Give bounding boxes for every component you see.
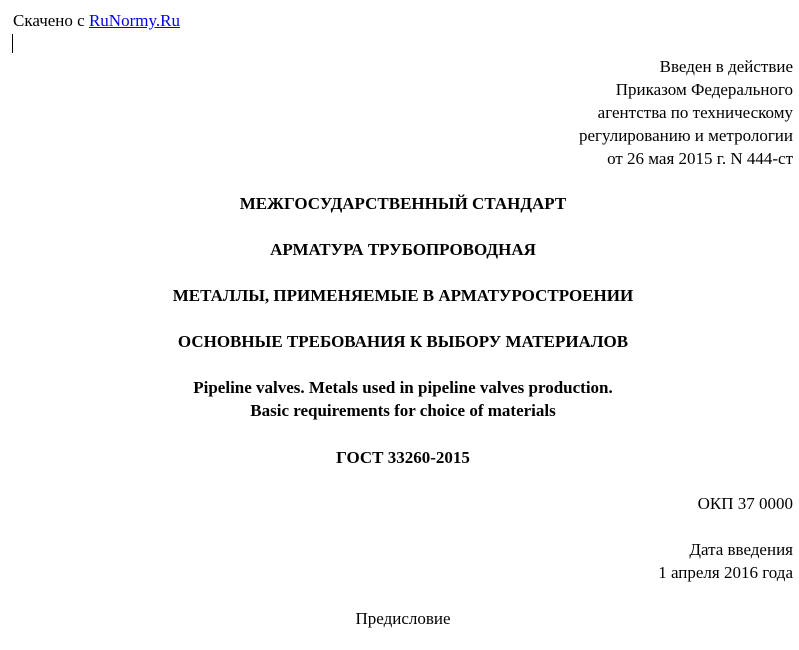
- topic-heading: МЕТАЛЛЫ, ПРИМЕНЯЕМЫЕ В АРМАТУРОСТРОЕНИИ: [172, 286, 634, 305]
- subject-heading: АРМАТУРА ТРУБОПРОВОДНАЯ: [270, 240, 536, 259]
- introduction-date-value: 1 апреля 2016 года: [658, 563, 793, 582]
- introduction-date-label: Дата введения: [689, 540, 793, 559]
- english-title: [0, 376, 799, 422]
- standard-type-heading: МЕЖГОСУДАРСТВЕННЫЙ СТАНДАРТ: [239, 194, 567, 213]
- foreword-heading: Предисловие: [355, 609, 451, 628]
- enactment-line: от 26 мая 2015 г. N 444-ст: [607, 149, 793, 168]
- okp-code: ОКП 37 0000: [697, 494, 793, 513]
- enactment-block: [579, 55, 793, 170]
- source-link[interactable]: RuNormy.Ru: [88, 11, 180, 30]
- enactment-line: регулированию и метрологии: [578, 126, 793, 145]
- gost-number: ГОСТ 33260-2015: [336, 448, 470, 467]
- english-title-line: Basic requirements for choice of materials: [250, 401, 556, 420]
- enactment-line: Введен в действие: [659, 57, 793, 76]
- introduction-date-block: [658, 538, 793, 584]
- subtopic-heading: ОСНОВНЫЕ ТРЕБОВАНИЯ К ВЫБОРУ МАТЕРИАЛОВ: [177, 332, 629, 351]
- source-prefix: Скачено с: [13, 11, 85, 30]
- english-title-line: Pipeline valves. Metals used in pipeline valves production.: [193, 378, 613, 397]
- text-cursor: [12, 34, 13, 53]
- enactment-line: агентства по техническому: [597, 103, 793, 122]
- source-line: [13, 9, 180, 32]
- enactment-line: Приказом Федерального: [615, 80, 793, 99]
